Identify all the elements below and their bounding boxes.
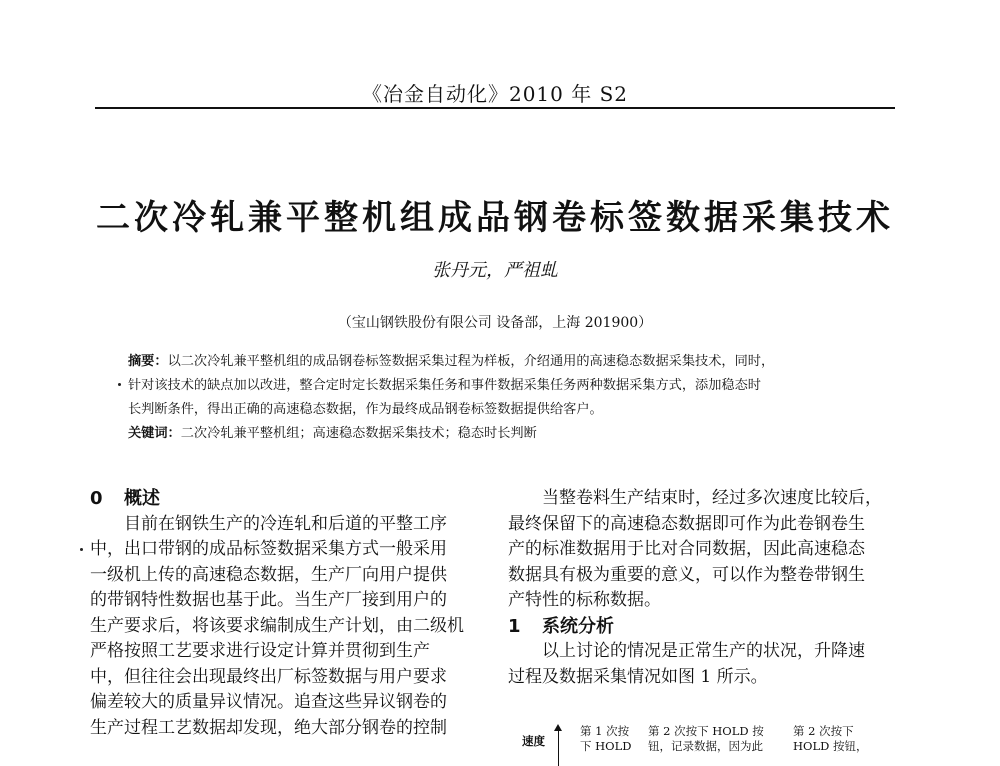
keywords-line (128, 422, 888, 446)
section-1-heading (508, 614, 893, 640)
body-line: 过程及数据采集情况如图 1 所示。 (508, 666, 768, 687)
body-line: 最终保留下的高速稳态数据即可作为此卷钢卷生 (508, 513, 865, 534)
body-line: 数据具有极为重要的意义，可以作为整卷带钢生 (508, 564, 865, 585)
figure-annotation-3: 第 2 次按下 HOLD 按钮， (793, 724, 868, 753)
figure-1-fragment (508, 724, 893, 764)
keywords-label: 关键词： (128, 426, 181, 441)
figure-annotation-1: 第 1 次按 下 HOLD (580, 724, 632, 753)
keywords-text: 二次冷轧兼平整机组；高速稳态数据采集技术；稳态时长判断 (180, 426, 537, 441)
y-axis-line (558, 726, 559, 766)
affiliation: （宝山钢铁股份有限公司 设备部，上海 201900） (337, 315, 653, 331)
section-number: 1 (508, 615, 521, 637)
body-line: 产的标准数据用于比对合同数据，因此高速稳态 (508, 539, 865, 559)
stray-mark (80, 548, 83, 551)
authors: 张丹元，严祖虬 (432, 260, 558, 281)
section-number: 0 (90, 488, 103, 509)
body-line: 以上讨论的情况是正常生产的状况，升降速 (542, 641, 865, 661)
figure-y-label: 速度 (522, 734, 545, 748)
header-rule (95, 107, 895, 109)
body-line: 目前在钢铁生产的冷连轧和后道的平整工序 (124, 513, 447, 534)
section-title: 概述 (124, 488, 160, 509)
journal-header: 《冶金自动化》2010 年 S2 (361, 82, 629, 106)
body-line: 严格按照工艺要求进行设定计算并贯彻到生产 (90, 641, 430, 661)
figure-annotation-2: 第 2 次按下 HOLD 按 钮，记录数据，因为此 (648, 724, 764, 753)
abstract-text-1: 以二次冷轧兼平整机组的成品钢卷标签数据采集过程为样板，介绍通用的高速稳态数据采集技术，同时， (167, 354, 775, 369)
paper-title: 二次冷轧兼平整机组成品钢卷标签数据采集技术 (96, 198, 894, 238)
body-line: 产特性的标称数据。 (508, 590, 661, 610)
right-column (508, 486, 893, 690)
abstract-block (128, 350, 888, 446)
abstract-line-2: 针对该技术的缺点加以改进，整合定时定长数据采集任务和事件数据采集任务两种数据采集方式，添加稳态时 (128, 378, 761, 393)
body-line: 生产过程工艺数据却发现，绝大部分钢卷的控制 (90, 717, 447, 738)
body-line: 一级机上传的高速稳态数据，生产厂向用户提供 (90, 564, 447, 585)
abstract-label: 摘要： (128, 354, 168, 369)
body-line: 中，出口带钢的成品标签数据采集方式一般采用 (90, 539, 447, 559)
section-title: 系统分析 (542, 615, 614, 637)
body-line: 中，但往往会出现最终出厂标签数据与用户要求 (90, 666, 447, 687)
section-0-heading (90, 486, 475, 512)
stray-mark (118, 383, 121, 386)
left-column (90, 486, 475, 741)
body-line: 偏差较大的质量异议情况。追查这些异议钢卷的 (90, 692, 447, 712)
body-line: 生产要求后，将该要求编制成生产计划，由二级机 (90, 615, 464, 636)
body-line: 当整卷料生产结束时，经过多次速度比较后， (542, 488, 882, 508)
abstract-line-1 (128, 350, 888, 374)
body-line: 的带钢特性数据也基于此。当生产厂接到用户的 (90, 590, 447, 610)
abstract-line-3: 长判断条件，得出正确的高速稳态数据，作为最终成品钢卷标签数据提供给客户。 (128, 402, 603, 417)
